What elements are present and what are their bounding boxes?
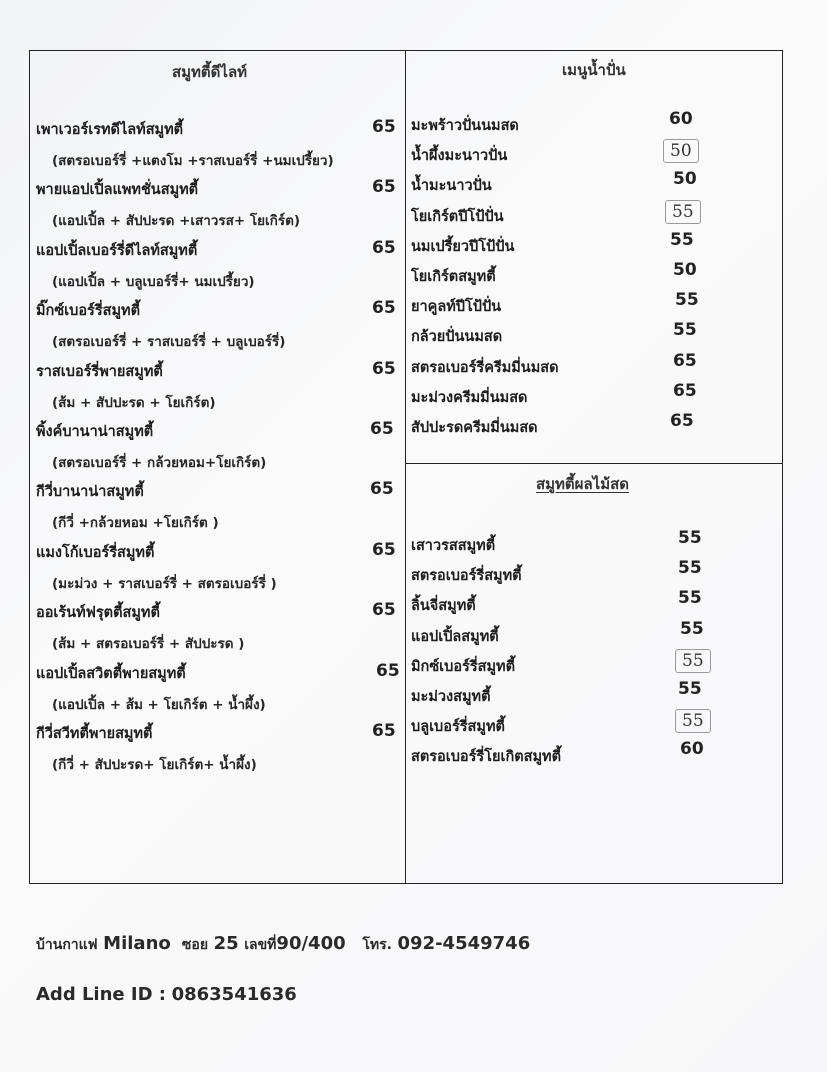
blended-item-price: 65 (670, 411, 694, 431)
menu-item-name: แอปเปิ้ลสวิตตี้พายสมูทตี้ (36, 665, 186, 682)
shop-name: Milano (103, 933, 171, 954)
fruit-item-name: เสาวรสสมูทตี้ (411, 538, 496, 554)
soi-number: 25 (213, 933, 239, 954)
section-heading-smoothie-delight: สมูทตี้ดีไลท์ (172, 63, 248, 81)
blended-item-name: ยาคูลท์ปีโป้ปั่น (411, 299, 502, 316)
soi-label: ซอย (181, 937, 209, 953)
menu-item-ingredients: (แอปเปิ้ล + บลูเบอร์รี่+ นมเปรี้ยว) (52, 273, 255, 290)
line-id-label: Add Line ID : (36, 984, 166, 1005)
fruit-item-name: บลูเบอร์รี่สมูทตี้ (411, 719, 505, 736)
blended-item-name: มะม่วงครีมมี่นมสด (411, 389, 528, 406)
blended-item-name: มะพร้าวปั่นนมสด (411, 118, 519, 134)
fruit-item-name: แอปเปิ้ลสมูทตี้ (411, 628, 499, 645)
menu-item-price: 65 (376, 660, 400, 681)
line-id-line (36, 984, 297, 1005)
menu-item-ingredients: (สตรอเบอร์รี่ + กล้วยหอม+โยเกิร์ต) (52, 455, 267, 471)
blended-item-price: 50 (673, 169, 697, 190)
menu-item-price: 65 (370, 479, 394, 500)
fruit-item-name: มะม่วงสมูทตี้ (411, 689, 491, 705)
fruit-item-name: ลิ้นจี่สมูทตี้ (411, 598, 476, 615)
menu-item-name: แมงโก้เบอร์รี่สมูทตี้ (36, 544, 155, 561)
menu-item-name: ราสเบอร์รี่พายสมูทตี้ (36, 363, 163, 380)
menu-item-name: กีวี่สวีทตี้พายสมูทตี้ (36, 726, 153, 742)
fruit-item-price: 55 (678, 679, 702, 699)
blended-item-name: สัปปะรดครีมมี่นมสด (411, 420, 538, 436)
handwritten-price: 55 (665, 200, 701, 224)
menu-item-price: 65 (372, 721, 396, 741)
menu-item-ingredients: (แอปเปิ้ล + ส้ม + โยเกิร์ต + น้ำผึ้ง) (52, 696, 266, 713)
menu-item-price: 65 (372, 298, 396, 319)
section-heading-blended-menu: เมนูน้ำปั่น (562, 61, 626, 79)
menu-item-name: กีวี่บานาน่าสมูทตี้ (36, 484, 144, 501)
blended-item-price: 55 (673, 320, 697, 341)
fruit-item-price: 55 (678, 588, 702, 609)
fruit-item-name: สตรอเบอร์รี่โยเกิตสมูทตี้ (411, 749, 562, 766)
fruit-item-price: 55 (678, 558, 702, 579)
blended-item-price: 55 (675, 290, 699, 311)
shop-info-line (36, 933, 530, 956)
menu-item-price: 65 (372, 539, 396, 560)
menu-item-ingredients: (ส้ม + สตรอเบอร์รี่ + สัปปะรด ) (52, 636, 245, 653)
section-divider (405, 463, 783, 464)
shop-prefix: บ้านกาแฟ (36, 937, 98, 953)
blended-item-name: สตรอเบอร์รี่ครีมมี่นมสด (411, 359, 559, 376)
handwritten-price: 50 (663, 139, 699, 163)
blended-item-name: น้ำมะนาวปั่น (411, 178, 492, 195)
menu-item-name: พิ้งค์บานาน่าสมูทตี้ (36, 424, 154, 440)
menu-item-name: พายแอปเปิ้ลแพทชั่นสมูทตี้ (36, 182, 199, 199)
fruit-item-price: 55 (678, 528, 702, 548)
fruit-item-price: 60 (680, 739, 704, 760)
blended-item-price: 50 (673, 260, 697, 280)
menu-item-ingredients: (สตรอเบอร์รี่ +แตงโม +ราสเบอร์รี่ +นมเปรี้ยว) (52, 153, 334, 169)
blended-item-name: นมเปรี้ยวปีโป้ปั่น (411, 238, 515, 255)
menu-item-ingredients: (กีวี่ + สัปปะรด+ โยเกิร์ต+ น้ำผึ้ง) (52, 757, 257, 773)
menu-item-ingredients: (แอปเปิ้ล + สัปปะรด +เสาวรส+ โยเกิร์ต) (52, 213, 301, 230)
menu-item-name: เพาเวอร์เรทดีไลท์สมูทตี้ (36, 122, 184, 138)
menu-item-name: มิ๊กซ์เบอร์รี่สมูทตี้ (36, 303, 141, 320)
blended-item-price: 60 (669, 109, 693, 129)
fruit-item-name: สตรอเบอร์รี่สมูทตี้ (411, 568, 522, 585)
handwritten-price: 55 (675, 709, 711, 733)
blended-item-name: กล้วยปั่นนมสด (411, 329, 503, 346)
menu-item-ingredients: (สตรอเบอร์รี่ + ราสเบอร์รี่ + บลูเบอร์รี่) (52, 334, 286, 351)
menu-item-price: 65 (372, 177, 396, 198)
house-number: 90/400 (276, 933, 346, 954)
line-id-value: 0863541636 (171, 984, 297, 1005)
blended-item-name: โยเกิร์ตปีโป้ปั่น (411, 208, 504, 225)
blended-item-name: โยเกิร์ตสมูทตี้ (411, 269, 496, 285)
column-divider (405, 50, 406, 884)
menu-item-price: 65 (372, 237, 396, 258)
menu-item-name: แอปเปิ้ลเบอร์รี่ดีไลท์สมูทตี้ (36, 242, 198, 259)
fruit-item-price: 55 (680, 618, 704, 639)
blended-item-name: น้ำผึ้งมะนาวปั่น (411, 148, 508, 165)
menu-item-price: 65 (372, 117, 396, 137)
phone-label: โทร. (362, 937, 392, 953)
menu-item-name: ออเร้นท์ฟรุตตี้สมูทตี้ (36, 605, 160, 622)
menu-item-price: 65 (372, 358, 396, 379)
blended-item-price: 55 (670, 229, 694, 250)
blended-item-price: 65 (673, 380, 697, 401)
menu-item-ingredients: (มะม่วง + ราสเบอร์รี่ + สตรอเบอร์รี่ ) (52, 575, 277, 592)
blended-item-price: 65 (673, 350, 697, 371)
menu-item-price: 65 (372, 600, 396, 621)
menu-item-ingredients: (กีวี่ +กล้วยหอม +โยเกิร์ต ) (52, 515, 219, 532)
menu-item-price: 65 (370, 419, 394, 439)
menu-item-ingredients: (ส้ม + สัปปะรด + โยเกิร์ต) (52, 394, 216, 411)
house-label: เลขที่ (244, 937, 277, 953)
fruit-item-name: มิกซ์เบอร์รี่สมูทตี้ (411, 658, 516, 675)
handwritten-price: 55 (675, 649, 711, 673)
phone-number: 092-4549746 (397, 933, 531, 954)
section-heading-fresh-fruit-smoothie: สมูทตี้ผลไม้สด (536, 475, 629, 493)
